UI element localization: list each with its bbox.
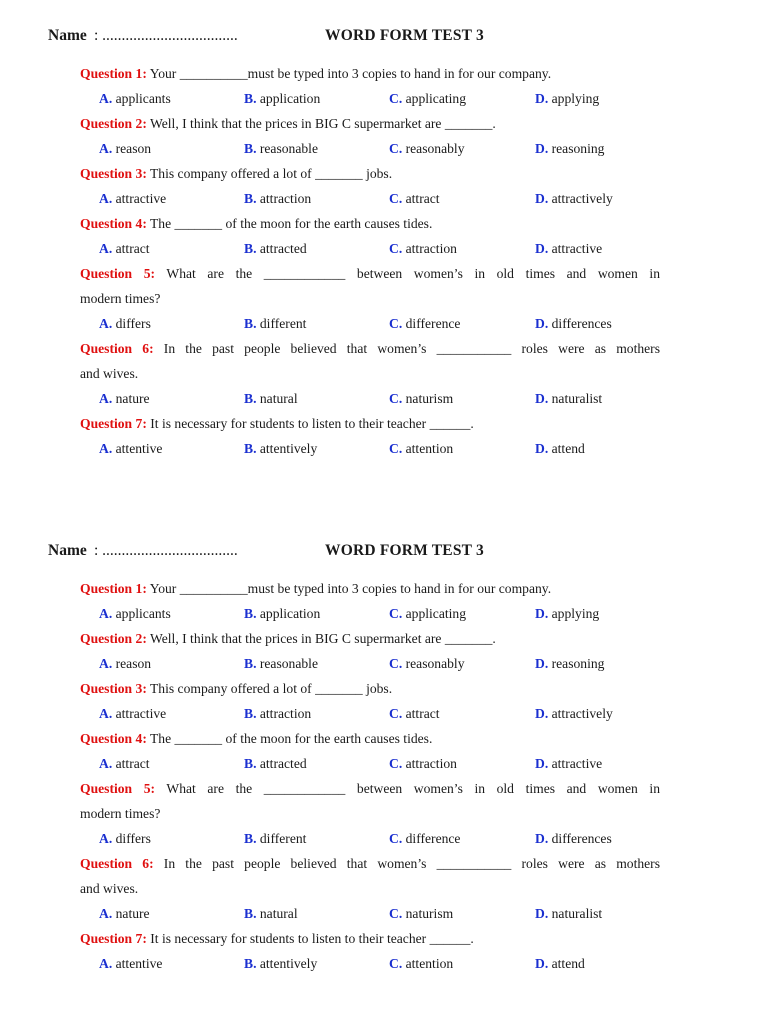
options-row-5 <box>0 828 768 850</box>
question-label: Question 1: <box>80 581 147 596</box>
option-c[interactable]: C. attraction <box>389 756 457 771</box>
question-3 <box>80 678 660 700</box>
option-b[interactable]: B. attentively <box>244 441 318 456</box>
question-label: Question 7: <box>80 931 147 946</box>
option-b[interactable]: B. attracted <box>244 756 307 771</box>
question-label: Question 4: <box>80 731 147 746</box>
option-a[interactable]: A. attentive <box>99 956 163 971</box>
test-title: WORD FORM TEST 3 <box>325 27 484 44</box>
option-d[interactable]: D. attend <box>535 441 585 456</box>
question-6-continuation: and wives. <box>80 366 139 381</box>
option-c[interactable]: C. attraction <box>389 241 457 256</box>
option-b[interactable]: B. natural <box>244 391 298 406</box>
question-6-continuation: and wives. <box>80 881 139 896</box>
options-row-4 <box>0 238 768 260</box>
option-a[interactable]: A. applicants <box>99 91 171 106</box>
option-c[interactable]: C. applicating <box>389 91 467 106</box>
question-6 <box>80 338 660 360</box>
option-d[interactable]: D. applying <box>535 91 600 106</box>
option-b[interactable]: B. reasonable <box>244 656 318 671</box>
question-5 <box>80 263 660 285</box>
question-7 <box>80 928 660 950</box>
question-label: Question 1: <box>80 66 147 81</box>
option-a[interactable]: A. reason <box>99 141 152 156</box>
option-c[interactable]: C. naturism <box>389 906 454 921</box>
question-text: The _______ of the moon for the earth causes tides. <box>146 216 433 231</box>
option-b[interactable]: B. application <box>244 606 321 621</box>
option-a[interactable]: A. applicants <box>99 606 171 621</box>
name-blank: : ................................... <box>94 27 238 44</box>
question-text: Your __________must be typed into 3 copies to hand in for our company. <box>146 581 552 596</box>
options-row-2 <box>0 138 768 160</box>
question-5-continuation: modern times? <box>80 291 161 306</box>
question-label: Question 4: <box>80 216 147 231</box>
question-text: In the past people believed that women’s ___________ roles were as mothers <box>153 856 661 871</box>
question-1 <box>80 578 660 600</box>
option-d[interactable]: D. naturalist <box>535 391 603 406</box>
options-row-7 <box>0 438 768 460</box>
question-label: Question 5: <box>80 266 156 281</box>
question-text: In the past people believed that women’s ___________ roles were as mothers <box>153 341 661 356</box>
option-d[interactable]: D. reasoning <box>535 656 605 671</box>
question-label: Question 6: <box>80 341 154 356</box>
test-title: WORD FORM TEST 3 <box>325 542 484 559</box>
options-row-7 <box>0 953 768 975</box>
question-label: Question 2: <box>80 631 147 646</box>
question-7 <box>80 413 660 435</box>
option-d[interactable]: D. differences <box>535 316 612 331</box>
name-label: Name <box>48 27 87 44</box>
question-4 <box>80 213 660 235</box>
question-label: Question 5: <box>80 781 156 796</box>
options-row-6 <box>0 388 768 410</box>
question-3 <box>80 163 660 185</box>
option-c[interactable]: C. attract <box>389 191 440 206</box>
options-row-3 <box>0 703 768 725</box>
option-b[interactable]: B. different <box>244 316 307 331</box>
option-a[interactable]: A. attractive <box>99 706 167 721</box>
question-text: The _______ of the moon for the earth causes tides. <box>146 731 433 746</box>
option-b[interactable]: B. application <box>244 91 321 106</box>
question-5-continuation: modern times? <box>80 806 161 821</box>
question-text: Well, I think that the prices in BIG C supermarket are _______. <box>146 116 496 131</box>
option-d[interactable]: D. attractive <box>535 756 603 771</box>
option-b[interactable]: B. attracted <box>244 241 307 256</box>
question-label: Question 7: <box>80 416 147 431</box>
option-c[interactable]: C. applicating <box>389 606 467 621</box>
question-label: Question 3: <box>80 166 147 181</box>
question-text: Well, I think that the prices in BIG C supermarket are _______. <box>146 631 496 646</box>
name-label: Name <box>48 542 87 559</box>
options-row-3 <box>0 188 768 210</box>
question-6 <box>80 853 660 875</box>
option-b[interactable]: B. natural <box>244 906 298 921</box>
options-row-6 <box>0 903 768 925</box>
question-label: Question 2: <box>80 116 147 131</box>
name-blank: : ................................... <box>94 542 238 559</box>
question-text: What are the ____________ between women’s in old times and women in <box>155 266 660 281</box>
option-c[interactable]: C. attract <box>389 706 440 721</box>
test-header <box>0 538 768 568</box>
option-b[interactable]: B. attraction <box>244 706 312 721</box>
option-b[interactable]: B. attentively <box>244 956 318 971</box>
option-a[interactable]: A. differs <box>99 831 151 846</box>
question-2 <box>80 113 660 135</box>
options-row-1 <box>0 603 768 625</box>
option-a[interactable]: A. differs <box>99 316 151 331</box>
question-4 <box>80 728 660 750</box>
options-row-4 <box>0 753 768 775</box>
question-text: It is necessary for students to listen to their teacher ______. <box>146 931 474 946</box>
option-c[interactable]: C. naturism <box>389 391 454 406</box>
option-a[interactable]: A. nature <box>99 391 150 406</box>
option-a[interactable]: A. attentive <box>99 441 163 456</box>
test-block-2 <box>0 538 768 971</box>
option-c[interactable]: C. reasonably <box>389 141 465 156</box>
option-d[interactable]: D. reasoning <box>535 141 605 156</box>
option-d[interactable]: D. attractively <box>535 191 613 206</box>
test-block-1 <box>0 23 768 456</box>
option-d[interactable]: D. attractive <box>535 241 603 256</box>
option-d[interactable]: D. attend <box>535 956 585 971</box>
options-row-1 <box>0 88 768 110</box>
options-row-5 <box>0 313 768 335</box>
option-b[interactable]: B. reasonable <box>244 141 318 156</box>
option-d[interactable]: D. attractively <box>535 706 613 721</box>
option-c[interactable]: C. reasonably <box>389 656 465 671</box>
option-a[interactable]: A. attract <box>99 756 150 771</box>
question-1 <box>80 63 660 85</box>
option-a[interactable]: A. nature <box>99 906 150 921</box>
question-text: It is necessary for students to listen to their teacher ______. <box>146 416 474 431</box>
options-row-2 <box>0 653 768 675</box>
option-a[interactable]: A. attract <box>99 241 150 256</box>
option-b[interactable]: B. attraction <box>244 191 312 206</box>
option-b[interactable]: B. different <box>244 831 307 846</box>
option-c[interactable]: C. attention <box>389 441 454 456</box>
question-2 <box>80 628 660 650</box>
option-c[interactable]: C. difference <box>389 831 461 846</box>
option-c[interactable]: C. difference <box>389 316 461 331</box>
question-text: Your __________must be typed into 3 copies to hand in for our company. <box>146 66 552 81</box>
option-d[interactable]: D. naturalist <box>535 906 603 921</box>
option-a[interactable]: A. attractive <box>99 191 167 206</box>
question-text: This company offered a lot of _______ jobs. <box>146 681 393 696</box>
option-a[interactable]: A. reason <box>99 656 152 671</box>
question-text: This company offered a lot of _______ jobs. <box>146 166 393 181</box>
option-c[interactable]: C. attention <box>389 956 454 971</box>
option-d[interactable]: D. applying <box>535 606 600 621</box>
question-5 <box>80 778 660 800</box>
option-d[interactable]: D. differences <box>535 831 612 846</box>
question-label: Question 6: <box>80 856 154 871</box>
question-label: Question 3: <box>80 681 147 696</box>
question-text: What are the ____________ between women’s in old times and women in <box>155 781 660 796</box>
test-header <box>0 23 768 53</box>
